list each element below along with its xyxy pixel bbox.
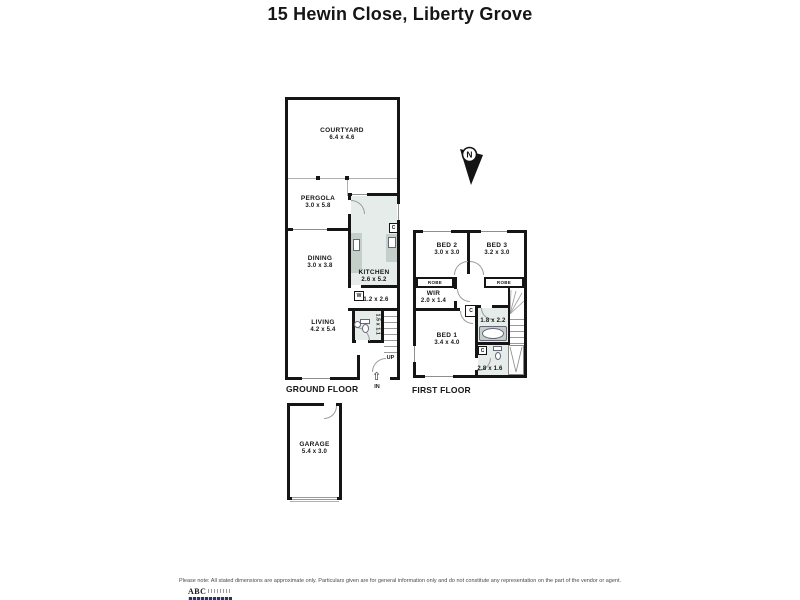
- door-arc: [454, 261, 468, 275]
- room-bed3: [467, 242, 527, 258]
- room-bathroom: [477, 318, 509, 326]
- door-opening: [351, 285, 361, 288]
- room-name: DINING: [307, 255, 333, 262]
- basin-icon: [354, 321, 361, 328]
- cupboard-label: C: [391, 225, 396, 231]
- wall: [413, 308, 457, 311]
- room-dims: 3.0 x 5.8: [305, 203, 331, 210]
- cupboard-label: C: [469, 308, 473, 314]
- room-courtyard: [292, 127, 392, 143]
- room-garage: [287, 441, 342, 457]
- entry-arrow-icon: ⇧: [372, 371, 382, 383]
- door-arc: [457, 289, 470, 302]
- room-name: GARAGE: [299, 441, 330, 448]
- logo-text: ABC: [188, 587, 207, 596]
- room-dims: 1.5 x 1.1: [374, 313, 381, 335]
- sink-icon: [353, 239, 360, 251]
- garage-plan: [287, 403, 342, 502]
- logo-phone-decoration: [208, 589, 230, 593]
- window: [425, 375, 453, 378]
- robe-box: [416, 277, 454, 288]
- garage-door: [292, 497, 337, 500]
- logo-top: [188, 588, 232, 596]
- room-name: KITCHEN: [358, 269, 390, 276]
- room-bed1: [417, 332, 477, 348]
- room-dims: 3.0 x 3.8: [307, 263, 333, 270]
- room-dims: 1.2 x 2.6: [363, 297, 389, 303]
- wall: [285, 97, 400, 100]
- room-name: BED 3: [486, 242, 508, 249]
- north-label: N: [466, 149, 473, 160]
- wall: [397, 97, 400, 380]
- room-name: BED 1: [436, 332, 458, 339]
- door-arc: [372, 358, 386, 372]
- room-dims: 6.4 x 4.6: [329, 135, 355, 142]
- logo: [188, 588, 232, 600]
- window: [423, 230, 451, 233]
- window: [413, 346, 416, 362]
- room-name: BED 2: [436, 242, 458, 249]
- pergola-post: [316, 176, 320, 180]
- door-arc: [324, 406, 337, 419]
- washer-label: W: [356, 293, 362, 299]
- shower-icon: [508, 345, 524, 375]
- room-kitchen: [351, 269, 397, 285]
- toilet-icon: [495, 352, 501, 360]
- toilet-icon: [493, 346, 502, 351]
- pergola-edge: [288, 178, 397, 179]
- robe-box: [484, 277, 524, 288]
- stairs: [510, 314, 524, 345]
- driveway-edge: [290, 501, 339, 502]
- window: [397, 204, 400, 220]
- stair-winders: [510, 288, 524, 314]
- room-dims: 3.2 x 3.0: [484, 250, 510, 257]
- entry-label: IN: [374, 384, 380, 390]
- room-name: PERGOLA: [300, 195, 336, 202]
- window: [293, 228, 327, 231]
- room-laundry: [357, 297, 395, 305]
- wall: [357, 355, 360, 377]
- room-dims: 1.8 x 2.2: [480, 318, 506, 324]
- room-dims: 3.4 x 4.0: [434, 340, 460, 347]
- room-pergola: [288, 195, 348, 211]
- disclaimer-text: Please note: All stated dimensions are approximate only. Particulars given are for general information only and do not constitute any representation on the part of the vendor or agent.: [179, 578, 621, 584]
- room-dims: 2.6 x 5.2: [361, 277, 387, 284]
- room-living: [293, 319, 353, 335]
- ground-floor-label: GROUND FLOOR: [286, 384, 359, 394]
- room-dims: 2.8 x 1.6: [477, 366, 503, 372]
- wall: [285, 97, 288, 380]
- toilet-icon: [362, 324, 369, 333]
- cooktop-icon: [388, 237, 396, 248]
- room-powder: [374, 308, 381, 340]
- ground-floor-plan: [285, 97, 400, 380]
- room-dims: 4.2 x 5.4: [310, 327, 336, 334]
- room-dims: 2.0 x 1.4: [420, 298, 447, 305]
- stairs-up-label: UP: [386, 355, 395, 361]
- room-dims: 3.0 x 3.0: [434, 250, 460, 257]
- stairs: [384, 311, 397, 355]
- robe-label: ROBE: [427, 280, 443, 285]
- room-wir: [413, 290, 454, 306]
- room-dims: 5.4 x 3.0: [301, 449, 328, 456]
- window: [352, 193, 367, 196]
- door-arc: [470, 261, 484, 275]
- pergola-post: [345, 176, 349, 180]
- room-name: LIVING: [311, 319, 335, 326]
- cupboard-box: [478, 346, 487, 355]
- first-floor-label: FIRST FLOOR: [412, 385, 471, 395]
- room-ensuite: [473, 366, 507, 374]
- bathtub-icon: [482, 328, 504, 339]
- first-floor-plan: [413, 230, 527, 378]
- room-dining: [290, 255, 350, 271]
- robe-label: ROBE: [496, 280, 512, 285]
- cupboard-box: [389, 223, 398, 233]
- window: [481, 230, 507, 233]
- room-name: COURTYARD: [320, 127, 364, 134]
- window: [302, 377, 330, 380]
- north-arrow-icon: [458, 145, 484, 187]
- room-name: WIR: [426, 290, 441, 297]
- page-title: 15 Hewin Close, Liberty Grove: [267, 4, 533, 24]
- cupboard-label: C: [480, 347, 485, 354]
